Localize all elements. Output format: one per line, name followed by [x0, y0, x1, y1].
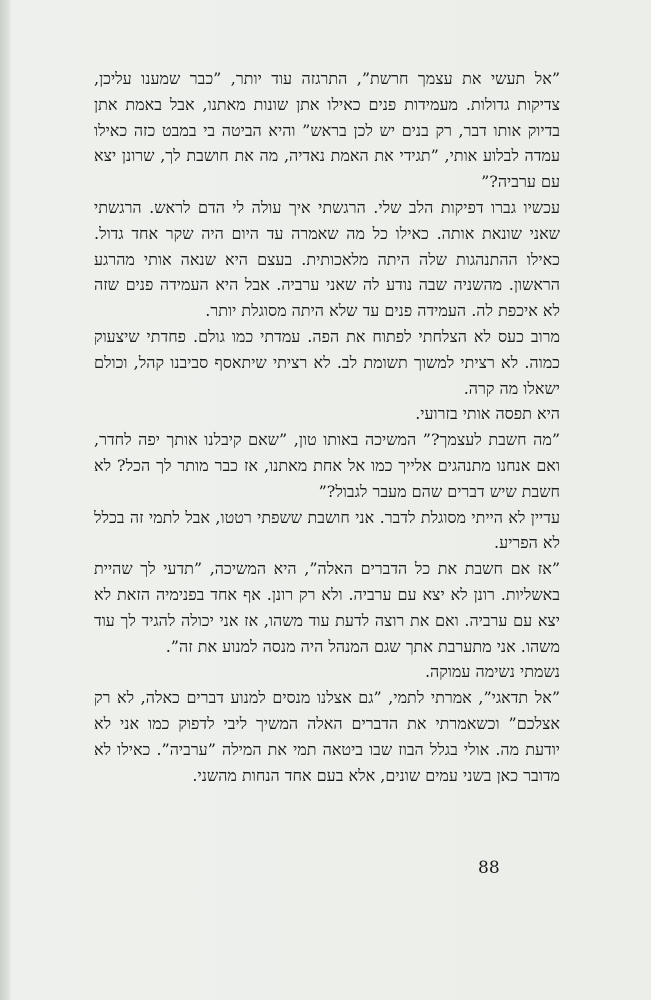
paragraph: ”אז אם חשבת את כל הדברים האלה”, היא המשיכה, ”תדעי לך שהיית באשליות. רונן לא יצא עם ערביה. ולא רק רונן. אף אחד בפנימיה הזאת לא יצא עם ערביה. ואם את רוצה לדעת עוד משהו, אז אני יכולה להגיד לך עוד משהו. אני מתערבת אתך שגם המנהל היה מנסה למנוע את זה”.: [94, 559, 560, 656]
paragraph: נשמתי נשימה עמוקה.: [424, 662, 560, 682]
paragraph: עדיין לא הייתי מסוגלת לדבר. אני חושבת ששפתי רטטו, אבל לתמי זה בכלל לא הפריע.: [94, 507, 560, 553]
paragraph: היא תפסה אותי בזרועי.: [415, 404, 560, 424]
paragraph: מרוב כעס לא הצלחתי לפתוח את הפה. עמדתי כמו גולם. פחדתי שיצעוק כמוה. לא רציתי למשוך תשומת לב. לא רציתי שיתאסף סביבנו קהל, וכולם ישאלו מה קרה.: [94, 326, 560, 398]
page-number: 88: [478, 858, 500, 878]
paragraph: ”אל תדאגי”, אמרתי לתמי, ”גם אצלנו מנסים למנוע דברים כאלה, לא רק אצלכם” וכשאמרתי את הדברים האלה המשיך ליבי לדפוק כמו אני לא יודעת מה. אולי בגלל הבוז שבו ביטאה תמי את המילה ”ערביה”. כאילו לא מדובר כאן בשני עמים שונים, אלא בעם אחד הנחות מהשני.: [94, 688, 561, 785]
paragraph: ”מה חשבת לעצמך?” המשיכה באותו טון, ”שאם קיבלנו אותך יפה לחדר, ואם אנחנו מתנהגים אלייך כמו אל אחת מאתנו, אז כבר מותר לך הכל? לא חשבת שיש דברים שהם מעבר לגבול?”: [94, 430, 561, 501]
paragraph: עכשיו גברו דפיקות הלב שלי. הרגשתי איך עולה לי הדם לראש. הרגשתי שאני שונאת אותה. כאילו כל מה שאמרה עד היום היה שקר אחד גדול. כאילו ההתנהגות שלה היתה מלאכותית. בעצם היא שנאה אותי מהרגע הראשון. מהשניה שבה נודע לה שאני ערביה. אבל היא העמידה פנים שזה לא איכפת לה. העמידה פנים עד שלא היתה מסוגלת יותר.: [94, 197, 560, 321]
body-text: [94, 66, 560, 788]
paragraph: ”אל תעשי את עצמך חרשת”, התרגזה עוד יותר, ”כבר שמענו עליכן, צדיקות גדולות. מעמידות פנים כאילו אתן שונות מאתנו, אבל באמת אתן בדיוק אותו דבר, רק בנים יש לכן בראש” והיא הביטה בי במבט כזה כאילו עמדה לבלוע אותי, ”תגידי את האמת נאדיה, מה את חושבת לך, שרונן יצא עם ערביה?”: [94, 69, 560, 192]
page-edge-shadow: [0, 0, 10, 1000]
